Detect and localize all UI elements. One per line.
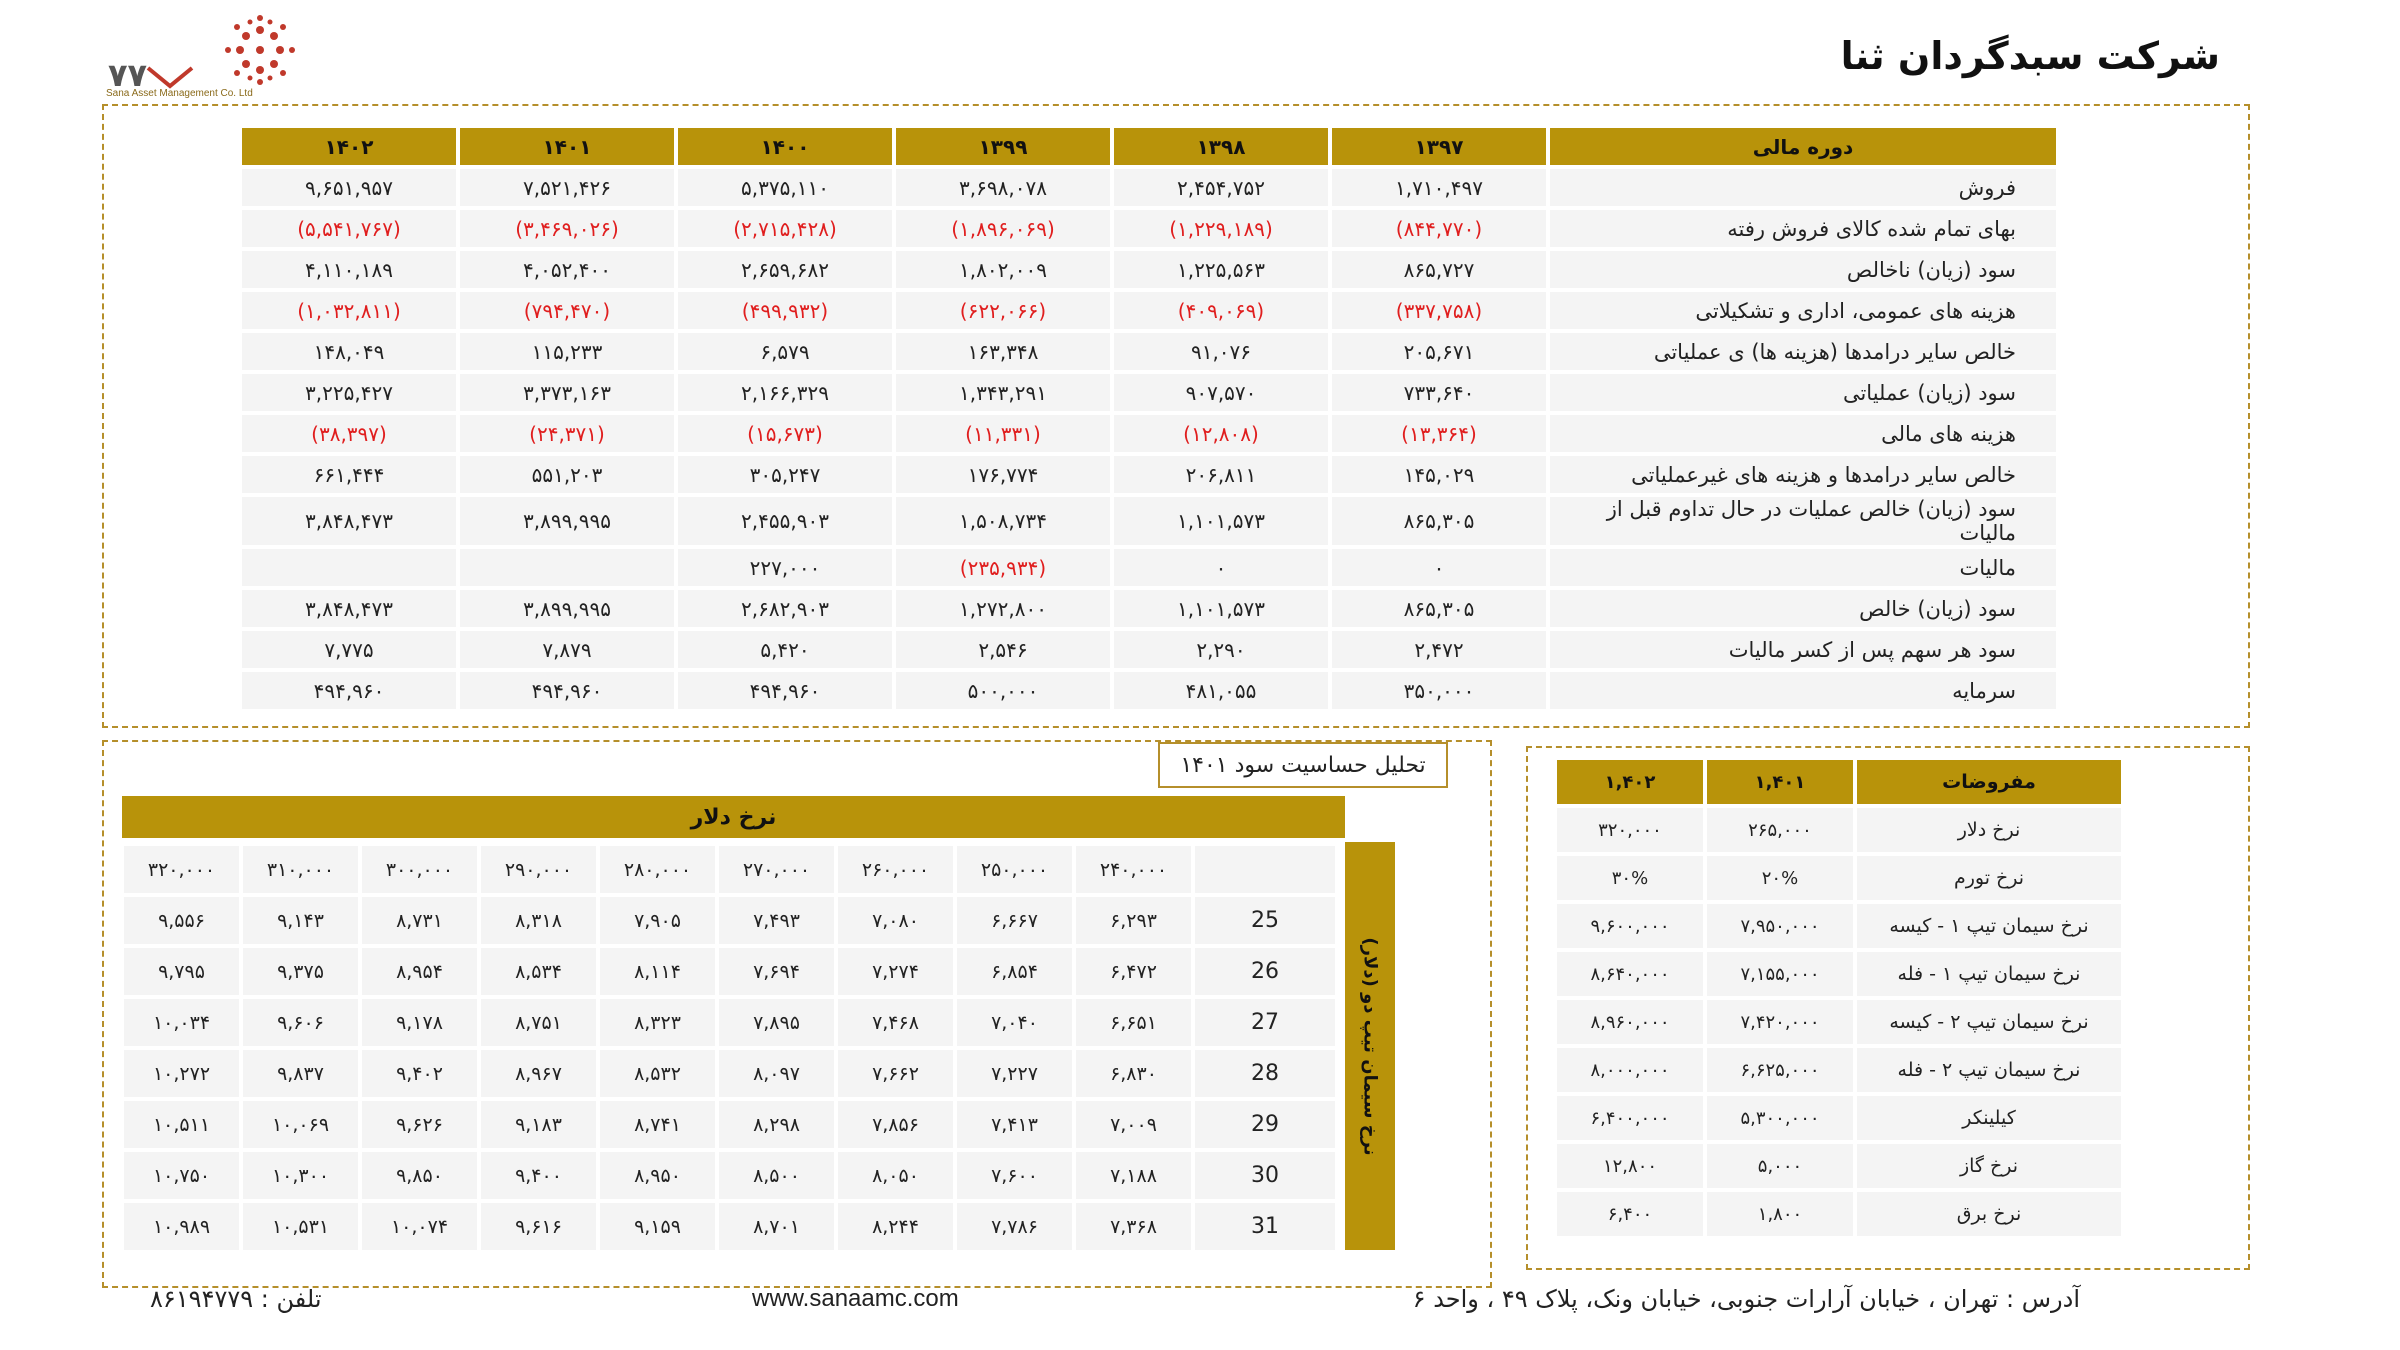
sensitivity-cell: ۹,۱۴۳ [243,897,358,944]
assumption-value: ۸,۹۶۰,۰۰۰ [1557,1000,1703,1044]
table-cell: ۲,۵۴۶ [896,631,1110,668]
table-cell: ۱,۵۰۸,۷۳۴ [896,497,1110,545]
row-label: فروش [1550,169,2056,206]
sensitivity-cell: ۶,۸۳۰ [1076,1050,1191,1097]
table-cell: ۱۷۶,۷۷۴ [896,456,1110,493]
footer-website[interactable]: www.sanaamc.com [752,1285,959,1312]
table-row [242,672,2056,709]
table-cell: (۱۳,۳۶۴) [1332,415,1546,452]
assumption-value: ۸,۶۴۰,۰۰۰ [1557,952,1703,996]
sensitivity-cell: ۷,۴۹۳ [719,897,834,944]
table-cell: (۵,۵۴۱,۷۶۷) [242,210,456,247]
sensitivity-row [124,1152,1335,1199]
table-cell [460,549,674,586]
dollar-rate-cell: ۲۴۰,۰۰۰ [1076,846,1191,893]
sensitivity-cell: ۸,۲۹۸ [719,1101,834,1148]
sensitivity-cell: ۷,۴۱۳ [957,1101,1072,1148]
assumption-year-header: ۱,۴۰۱ [1707,760,1853,804]
sensitivity-cell: ۷,۳۶۸ [1076,1203,1191,1250]
sensitivity-cell: ۸,۹۶۷ [481,1050,596,1097]
row-label: سود (زیان) خالص [1550,590,2056,627]
table-cell: ۸۶۵,۷۲۷ [1332,251,1546,288]
table-cell: ۶۶۱,۴۴۴ [242,456,456,493]
table-cell: ۷,۸۷۹ [460,631,674,668]
cement-rate-label: نرخ سیمان تیپ دو (دلار) [1359,936,1381,1156]
row-label: سود هر سهم پس از کسر مالیات [1550,631,2056,668]
assumption-value: ۹,۶۰۰,۰۰۰ [1557,904,1703,948]
sensitivity-cell: ۸,۲۴۴ [838,1203,953,1250]
table-cell: (۱۵,۶۷۳) [678,415,892,452]
svg-text:۷۷: ۷۷ [108,56,148,94]
table-cell: ۳,۸۹۹,۹۹۵ [460,590,674,627]
year-header: ۱۳۹۹ [896,128,1110,165]
assumption-value: ۱۲,۸۰۰ [1557,1144,1703,1188]
sensitivity-row [124,999,1335,1046]
sensitivity-row [124,948,1335,995]
year-header: ۱۴۰۱ [460,128,674,165]
table-cell: ۴,۱۱۰,۱۸۹ [242,251,456,288]
table-row [242,456,2056,493]
sensitivity-cell: ۷,۶۶۲ [838,1050,953,1097]
table-cell: (۸۴۴,۷۷۰) [1332,210,1546,247]
row-label: هزینه های عمومی، اداری و تشکیلاتی [1550,292,2056,329]
company-name: شرکت سبدگردان ثنا [1840,34,2220,78]
assumption-value: ۳۲۰,۰۰۰ [1557,808,1703,852]
table-cell: ۸۶۵,۳۰۵ [1332,590,1546,627]
cement-rate-header [1345,842,1395,1250]
sensitivity-cell: ۷,۰۸۰ [838,897,953,944]
sensitivity-cell: ۸,۷۳۱ [362,897,477,944]
sensitivity-cell: ۸,۷۰۱ [719,1203,834,1250]
sensitivity-cell: ۷,۴۶۸ [838,999,953,1046]
assumption-row [1557,1048,2121,1092]
sensitivity-cell: ۷,۲۷۴ [838,948,953,995]
table-cell: ۵,۳۷۵,۱۱۰ [678,169,892,206]
assumption-label: نرخ برق [1857,1192,2121,1236]
financial-summary-table [238,124,2060,713]
dollar-rates-row [124,846,1335,893]
table-row [242,169,2056,206]
table-row [242,292,2056,329]
assumption-label: نرخ گاز [1857,1144,2121,1188]
table-cell: ۱,۲۲۵,۵۶۳ [1114,251,1328,288]
sensitivity-cell: ۶,۴۷۲ [1076,948,1191,995]
assumption-value: ۵,۰۰۰ [1707,1144,1853,1188]
fiscal-period-header: دوره مالی [1550,128,2056,165]
table-cell: ۲,۶۸۲,۹۰۳ [678,590,892,627]
assumption-value: ۶,۴۰۰ [1557,1192,1703,1236]
table-cell: ۱۱۵,۲۳۳ [460,333,674,370]
table-cell: (۷۹۴,۴۷۰) [460,292,674,329]
table-cell: ۴۹۴,۹۶۰ [678,672,892,709]
logo-icon [100,10,310,100]
assumption-value: ۲۶۵,۰۰۰ [1707,808,1853,852]
table-row [242,415,2056,452]
assumption-label: نرخ تورم [1857,856,2121,900]
assumption-label: نرخ سیمان تیپ ۲ - فله [1857,1048,2121,1092]
sensitivity-cell: ۸,۵۳۴ [481,948,596,995]
sensitivity-cell: ۱۰,۹۸۹ [124,1203,239,1250]
sensitivity-cell: ۷,۸۵۶ [838,1101,953,1148]
table-cell: ۴,۰۵۲,۴۰۰ [460,251,674,288]
sensitivity-cell: ۱۰,۵۳۱ [243,1203,358,1250]
sensitivity-cell: ۱۰,۷۵۰ [124,1152,239,1199]
dollar-rate-cell: ۳۰۰,۰۰۰ [362,846,477,893]
table-row [242,590,2056,627]
sensitivity-cell: ۷,۲۲۷ [957,1050,1072,1097]
sensitivity-cell: ۸,۳۲۳ [600,999,715,1046]
table-cell: (۲۴,۳۷۱) [460,415,674,452]
row-label: مالیات [1550,549,2056,586]
sensitivity-cell: ۸,۱۱۴ [600,948,715,995]
sensitivity-cell: ۸,۵۳۲ [600,1050,715,1097]
sensitivity-cell: ۸,۳۱۸ [481,897,596,944]
sensitivity-cell: ۸,۹۵۴ [362,948,477,995]
table-cell: ۱,۲۷۲,۸۰۰ [896,590,1110,627]
sensitivity-cell: ۹,۸۵۰ [362,1152,477,1199]
assumption-row [1557,1096,2121,1140]
year-header: ۱۴۰۲ [242,128,456,165]
table-cell: (۱,۲۲۹,۱۸۹) [1114,210,1328,247]
table-row [242,549,2056,586]
sensitivity-cell: ۹,۷۹۵ [124,948,239,995]
table-cell: ۲,۴۷۲ [1332,631,1546,668]
sensitivity-cell: ۸,۹۵۰ [600,1152,715,1199]
table-cell: (۳,۴۶۹,۰۲۶) [460,210,674,247]
table-cell: ۹,۶۵۱,۹۵۷ [242,169,456,206]
table-cell: ۲۲۷,۰۰۰ [678,549,892,586]
assumption-row [1557,1192,2121,1236]
assumption-label: نرخ سیمان تیپ ۱ - کیسه [1857,904,2121,948]
year-header: ۱۳۹۸ [1114,128,1328,165]
table-cell: ۲,۶۵۹,۶۸۲ [678,251,892,288]
dollar-rate-cell: ۲۵۰,۰۰۰ [957,846,1072,893]
table-cell: ۲,۴۵۵,۹۰۳ [678,497,892,545]
sensitivity-cell: ۹,۶۰۶ [243,999,358,1046]
assumption-row [1557,808,2121,852]
assumption-value: ۷,۹۵۰,۰۰۰ [1707,904,1853,948]
table-cell: ۱۴۸,۰۴۹ [242,333,456,370]
year-header: ۱۴۰۰ [678,128,892,165]
row-label: هزینه های مالی [1550,415,2056,452]
row-label: سود (زیان) ناخالص [1550,251,2056,288]
cement-rate-cell: 31 [1195,1203,1335,1250]
table-cell: ۳,۸۴۸,۴۷۳ [242,590,456,627]
row-label: سود (زیان) خالص عملیات در حال تداوم قبل از مالیات [1550,497,2056,545]
assumptions-header-row [1557,760,2121,804]
sensitivity-row [124,897,1335,944]
sensitivity-cell: ۹,۶۲۶ [362,1101,477,1148]
assumptions-label-header: مفروضات [1857,760,2121,804]
table-cell: ۱,۱۰۱,۵۷۳ [1114,497,1328,545]
assumption-value: ۷,۴۲۰,۰۰۰ [1707,1000,1853,1044]
table-cell: (۱۱,۳۳۱) [896,415,1110,452]
table-cell: ۴۹۴,۹۶۰ [242,672,456,709]
cement-rate-cell: 27 [1195,999,1335,1046]
table-cell: ۱,۱۰۱,۵۷۳ [1114,590,1328,627]
sensitivity-cell: ۱۰,۰۷۴ [362,1203,477,1250]
assumption-value: ۲۰% [1707,856,1853,900]
assumption-label: نرخ سیمان تیپ ۲ - کیسه [1857,1000,2121,1044]
assumption-value: ۳۰% [1557,856,1703,900]
assumption-row [1557,1000,2121,1044]
assumption-value: ۶,۴۰۰,۰۰۰ [1557,1096,1703,1140]
table-cell: ۲۰۶,۸۱۱ [1114,456,1328,493]
sensitivity-cell: ۹,۸۳۷ [243,1050,358,1097]
dollar-rate-cell: ۲۸۰,۰۰۰ [600,846,715,893]
sensitivity-cell: ۸,۰۹۷ [719,1050,834,1097]
table-cell: ۱۶۳,۳۴۸ [896,333,1110,370]
assumption-row [1557,856,2121,900]
table-cell: ۰ [1332,549,1546,586]
table-cell: ۳,۸۴۸,۴۷۳ [242,497,456,545]
sensitivity-row [124,1203,1335,1250]
table-cell: ۲۰۵,۶۷۱ [1332,333,1546,370]
table-cell: ۷,۵۲۱,۴۲۶ [460,169,674,206]
sensitivity-cell: ۱۰,۲۷۲ [124,1050,239,1097]
cement-rate-cell: 28 [1195,1050,1335,1097]
sensitivity-cell: ۹,۵۵۶ [124,897,239,944]
table-cell: (۱,۰۳۲,۸۱۱) [242,292,456,329]
sensitivity-cell: ۹,۶۱۶ [481,1203,596,1250]
table-cell: (۲۳۵,۹۳۴) [896,549,1110,586]
sensitivity-cell: ۷,۶۰۰ [957,1152,1072,1199]
table-cell: ۶,۵۷۹ [678,333,892,370]
table-cell: ۷,۷۷۵ [242,631,456,668]
table-cell: ۴۸۱,۰۵۵ [1114,672,1328,709]
table-cell: ۱,۸۰۲,۰۰۹ [896,251,1110,288]
company-logo [100,10,310,100]
table-row [242,210,2056,247]
sensitivity-cell: ۷,۰۰۹ [1076,1101,1191,1148]
table-cell: ۵۰۰,۰۰۰ [896,672,1110,709]
assumption-label: نرخ دلار [1857,808,2121,852]
dollar-rate-cell: ۲۷۰,۰۰۰ [719,846,834,893]
table-cell: ۳,۲۲۵,۴۲۷ [242,374,456,411]
sensitivity-cell: ۱۰,۳۰۰ [243,1152,358,1199]
table-cell: ۱,۷۱۰,۴۹۷ [1332,169,1546,206]
sensitivity-cell: ۷,۹۰۵ [600,897,715,944]
sensitivity-table [120,842,1339,1254]
dollar-rate-cell: ۳۱۰,۰۰۰ [243,846,358,893]
table-cell: ۲,۲۹۰ [1114,631,1328,668]
sensitivity-title: تحلیل حساسیت سود ۱۴۰۱ [1158,742,1448,788]
sensitivity-cell: ۱۰,۰۶۹ [243,1101,358,1148]
assumption-row [1557,904,2121,948]
table-cell: ۱,۳۴۳,۲۹۱ [896,374,1110,411]
table-cell: (۳۳۷,۷۵۸) [1332,292,1546,329]
cement-rate-cell: 25 [1195,897,1335,944]
row-label: بهای تمام شده کالای فروش رفته [1550,210,2056,247]
table-cell: ۳۰۵,۲۴۷ [678,456,892,493]
table-cell: ۲,۱۶۶,۳۲۹ [678,374,892,411]
row-label: سرمایه [1550,672,2056,709]
corner-cell [1195,846,1335,893]
footer-address: آدرس : تهران ، خیابان آرارات جنوبی، خیابان ونک، پلاک ۴۹ ، واحد ۶ [1412,1285,2080,1313]
sensitivity-cell: ۸,۷۵۱ [481,999,596,1046]
table-cell: ۰ [1114,549,1328,586]
table-cell: (۱,۸۹۶,۰۶۹) [896,210,1110,247]
sensitivity-cell: ۹,۴۰۲ [362,1050,477,1097]
sensitivity-cell: ۷,۱۸۸ [1076,1152,1191,1199]
table-cell: ۵,۴۲۰ [678,631,892,668]
table-row [242,374,2056,411]
sensitivity-cell: ۸,۷۴۱ [600,1101,715,1148]
sensitivity-cell: ۶,۸۵۴ [957,948,1072,995]
sensitivity-cell: ۹,۱۸۳ [481,1101,596,1148]
assumption-value: ۱,۸۰۰ [1707,1192,1853,1236]
sensitivity-cell: ۸,۰۵۰ [838,1152,953,1199]
assumption-row [1557,1144,2121,1188]
table-cell: (۴۹۹,۹۳۲) [678,292,892,329]
table-cell: ۱۴۵,۰۲۹ [1332,456,1546,493]
sensitivity-cell: ۶,۶۵۱ [1076,999,1191,1046]
assumption-value: ۷,۱۵۵,۰۰۰ [1707,952,1853,996]
row-label: خالص سایر درامدها (هزینه ها) ی عملیاتی [1550,333,2056,370]
table-row [242,333,2056,370]
footer-phone: تلفن : ۸۶۱۹۴۷۷۹ [150,1285,322,1313]
table-cell: ۲,۴۵۴,۷۵۲ [1114,169,1328,206]
table-cell: (۲,۷۱۵,۴۲۸) [678,210,892,247]
sensitivity-cell: ۹,۱۷۸ [362,999,477,1046]
dollar-rate-header: نرخ دلار [122,796,1345,838]
table-cell: ۵۵۱,۲۰۳ [460,456,674,493]
sensitivity-cell: ۷,۷۸۶ [957,1203,1072,1250]
dollar-rate-cell: ۳۲۰,۰۰۰ [124,846,239,893]
sensitivity-cell: ۹,۱۵۹ [600,1203,715,1250]
table-cell: (۴۰۹,۰۶۹) [1114,292,1328,329]
table-cell: (۶۲۲,۰۶۶) [896,292,1110,329]
cement-rate-cell: 26 [1195,948,1335,995]
assumption-label: کیلینکر [1857,1096,2121,1140]
row-label: خالص سایر درامدها و هزینه های غیرعملیاتی [1550,456,2056,493]
table-row [242,497,2056,545]
sensitivity-cell: ۱۰,۵۱۱ [124,1101,239,1148]
table-cell: (۱۲,۸۰۸) [1114,415,1328,452]
table-row [242,631,2056,668]
table-cell: ۷۳۳,۶۴۰ [1332,374,1546,411]
dollar-rate-cell: ۲۹۰,۰۰۰ [481,846,596,893]
table-cell: ۴۹۴,۹۶۰ [460,672,674,709]
sensitivity-cell: ۷,۰۴۰ [957,999,1072,1046]
table-cell [242,549,456,586]
sensitivity-cell: ۷,۶۹۴ [719,948,834,995]
sensitivity-cell: ۶,۶۶۷ [957,897,1072,944]
assumption-label: نرخ سیمان تیپ ۱ - فله [1857,952,2121,996]
sensitivity-cell: ۹,۳۷۵ [243,948,358,995]
year-header: ۱۳۹۷ [1332,128,1546,165]
assumption-value: ۸,۰۰۰,۰۰۰ [1557,1048,1703,1092]
cement-rate-cell: 29 [1195,1101,1335,1148]
table-cell: ۳,۶۹۸,۰۷۸ [896,169,1110,206]
assumption-row [1557,952,2121,996]
table-cell: ۳,۳۷۳,۱۶۳ [460,374,674,411]
table-cell: (۳۸,۳۹۷) [242,415,456,452]
table-cell: ۳,۸۹۹,۹۹۵ [460,497,674,545]
sensitivity-cell: ۷,۸۹۵ [719,999,834,1046]
sensitivity-row [124,1050,1335,1097]
sensitivity-cell: ۶,۲۹۳ [1076,897,1191,944]
assumption-value: ۵,۳۰۰,۰۰۰ [1707,1096,1853,1140]
table-cell: ۹۱,۰۷۶ [1114,333,1328,370]
cement-rate-cell: 30 [1195,1152,1335,1199]
row-label: سود (زیان) عملیاتی [1550,374,2056,411]
logo-caption: Sana Asset Management Co. Ltd [106,88,253,99]
dollar-rate-cell: ۲۶۰,۰۰۰ [838,846,953,893]
sensitivity-cell: ۹,۴۰۰ [481,1152,596,1199]
table-cell: ۸۶۵,۳۰۵ [1332,497,1546,545]
sensitivity-cell: ۱۰,۰۳۴ [124,999,239,1046]
sensitivity-cell: ۸,۵۰۰ [719,1152,834,1199]
table-header-row [242,128,2056,165]
table-cell: ۹۰۷,۵۷۰ [1114,374,1328,411]
table-cell: ۳۵۰,۰۰۰ [1332,672,1546,709]
table-row [242,251,2056,288]
assumptions-table [1553,756,2125,1240]
sensitivity-row [124,1101,1335,1148]
assumption-value: ۶,۶۲۵,۰۰۰ [1707,1048,1853,1092]
assumption-year-header: ۱,۴۰۲ [1557,760,1703,804]
